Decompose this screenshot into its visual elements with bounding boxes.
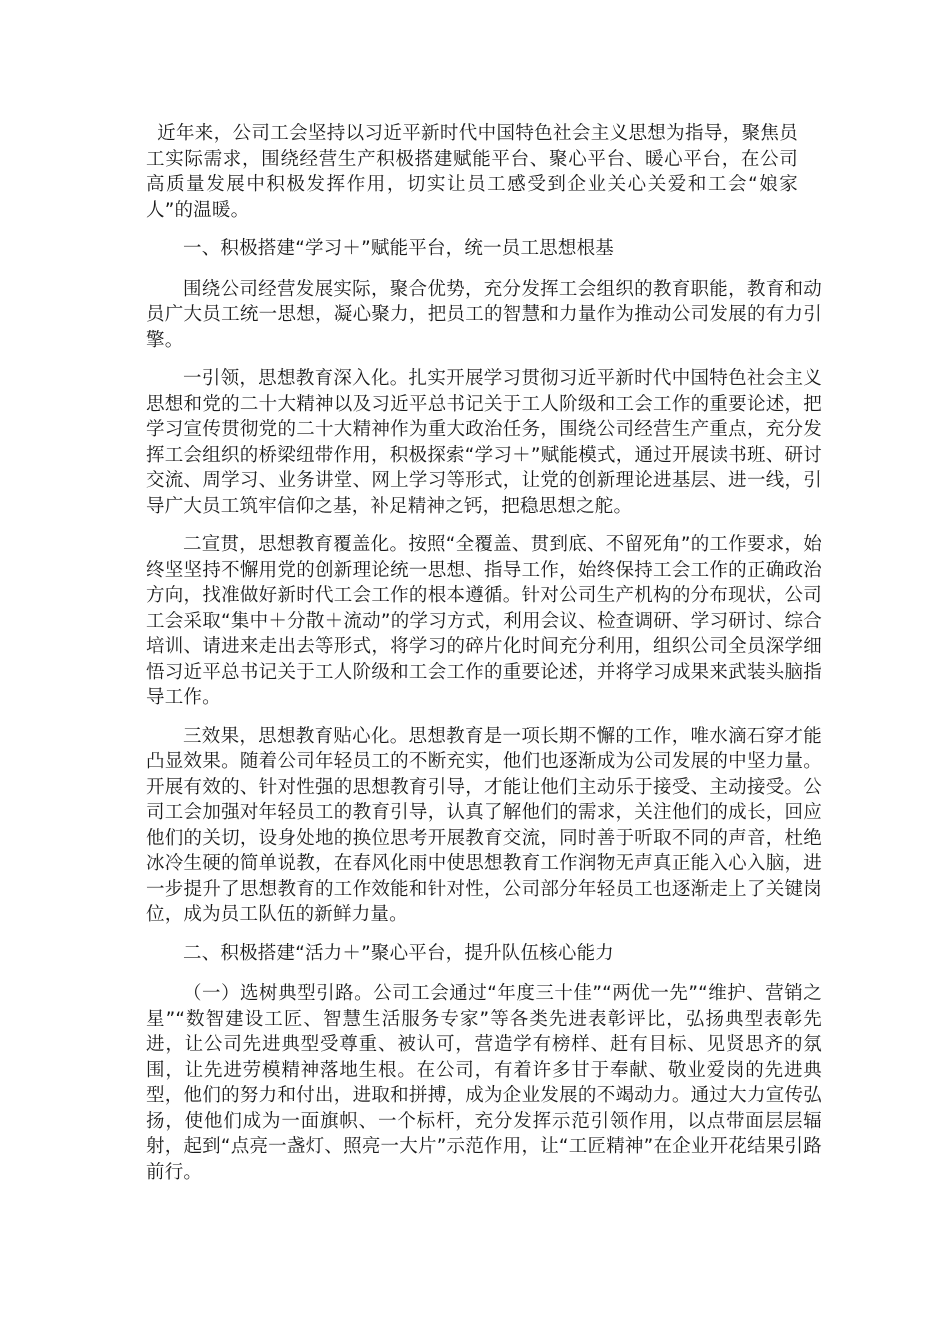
body-paragraph: 围绕公司经营发展实际，聚合优势，充分发挥工会组织的教育职能，教育和动员广大员工统一思想，凝心聚力，把员工的智慧和力量作为推动公司发展的有力引擎。 — [146, 278, 822, 351]
intro-paragraph: 近年来，公司工会坚持以习近平新时代中国特色社会主义思想为指导，聚焦员工实际需求，围绕经营生产积极搭建赋能平台、聚心平台、暖心平台，在公司高质量发展中积极发挥作用，切实让员工感受到企业关心关爱和工会“娘家人”的温暖。 — [146, 123, 798, 221]
body-paragraph: 一引领，思想教育深入化。扎实开展学习贯彻习近平新时代中国特色社会主义思想和党的二十大精神以及习近平总书记关于工人阶级和工会工作的重要论述，把学习宣传贯彻党的二十大精神作为重大政治任务，围绕公司经营生产重点，充分发挥工会组织的桥梁纽带作用，积极探索“学习＋”赋能模式，通过开展读书班、研讨交流、周学习、业务讲堂、网上学习等形式，让党的创新理论进基层、进一线，引导广大员工筑牢信仰之基，补足精神之钙，把稳思想之舵。 — [146, 368, 822, 517]
body-paragraph: 二宣贯，思想教育覆盖化。按照“全覆盖、贯到底、不留死角”的工作要求，始终坚坚持不懈用党的创新理论统一思想、指导工作，始终保持工会工作的正确政治方向，找准做好新时代工会工作的根本遵循。针对公司生产机构的分布现状，公司工会采取“集中＋分散＋流动”的学习方式，利用会议、检查调研、学习研讨、综合培训、请进来走出去等形式，将学习的碎片化时间充分利用，组织公司全员深学细悟习近平总书记关于工人阶级和工会工作的重要论述，并将学习成果来武装头脑指导工作。 — [146, 534, 822, 708]
body-paragraph: （一）选树典型引路。公司工会通过“年度三十佳”“两优一先”“维护、营销之星”“数智建设工匠、智慧生活服务专家”等各类先进表彰评比，弘扬典型表彰先进，让公司先进典型受尊重、被认可，营造学有榜样、赶有目标、见贤思齐的氛围，让先进劳模精神落地生根。在公司，有着许多甘于奉献、敬业爱岗的先进典型，他们的努力和付出，进取和拼搏，成为企业发展的不竭动力。通过大力宣传弘扬，使他们成为一面旗帜、一个标杆，充分发挥示范引领作用，以点带面层层辐射，起到“点亮一盏灯、照亮一大片”示范作用，让“工匠精神”在企业开花结果引路前行。 — [146, 983, 822, 1183]
section-heading-2: 二、积极搭建“活力＋”聚心平台，提升队伍核心能力 — [183, 942, 614, 964]
section-heading-1: 一、积极搭建“学习＋”赋能平台，统一员工思想根基 — [183, 238, 614, 259]
body-paragraph: 三效果，思想教育贴心化。思想教育是一项长期不懈的工作，唯水滴石穿才能凸显效果。随着公司年轻员工的不断充实，他们也逐渐成为公司发展的中坚力量。开展有效的、针对性强的思想教育引导，才能让他们主动乐于接受、主动接受。公司工会加强对年轻员工的教育引导，认真了解他们的需求，关注他们的成长，回应他们的关切，设身处地的换位思考开展教育交流，同时善于听取不同的声音，杜绝冰冷生硬的简单说教，在春风化雨中使思想教育工作润物无声真正能入心入脑，进一步提升了思想教育的工作效能和针对性，公司部分年轻员工也逐渐走上了关键岗位，成为员工队伍的新鲜力量。 — [146, 725, 822, 925]
document-body — [146, 121, 822, 1198]
